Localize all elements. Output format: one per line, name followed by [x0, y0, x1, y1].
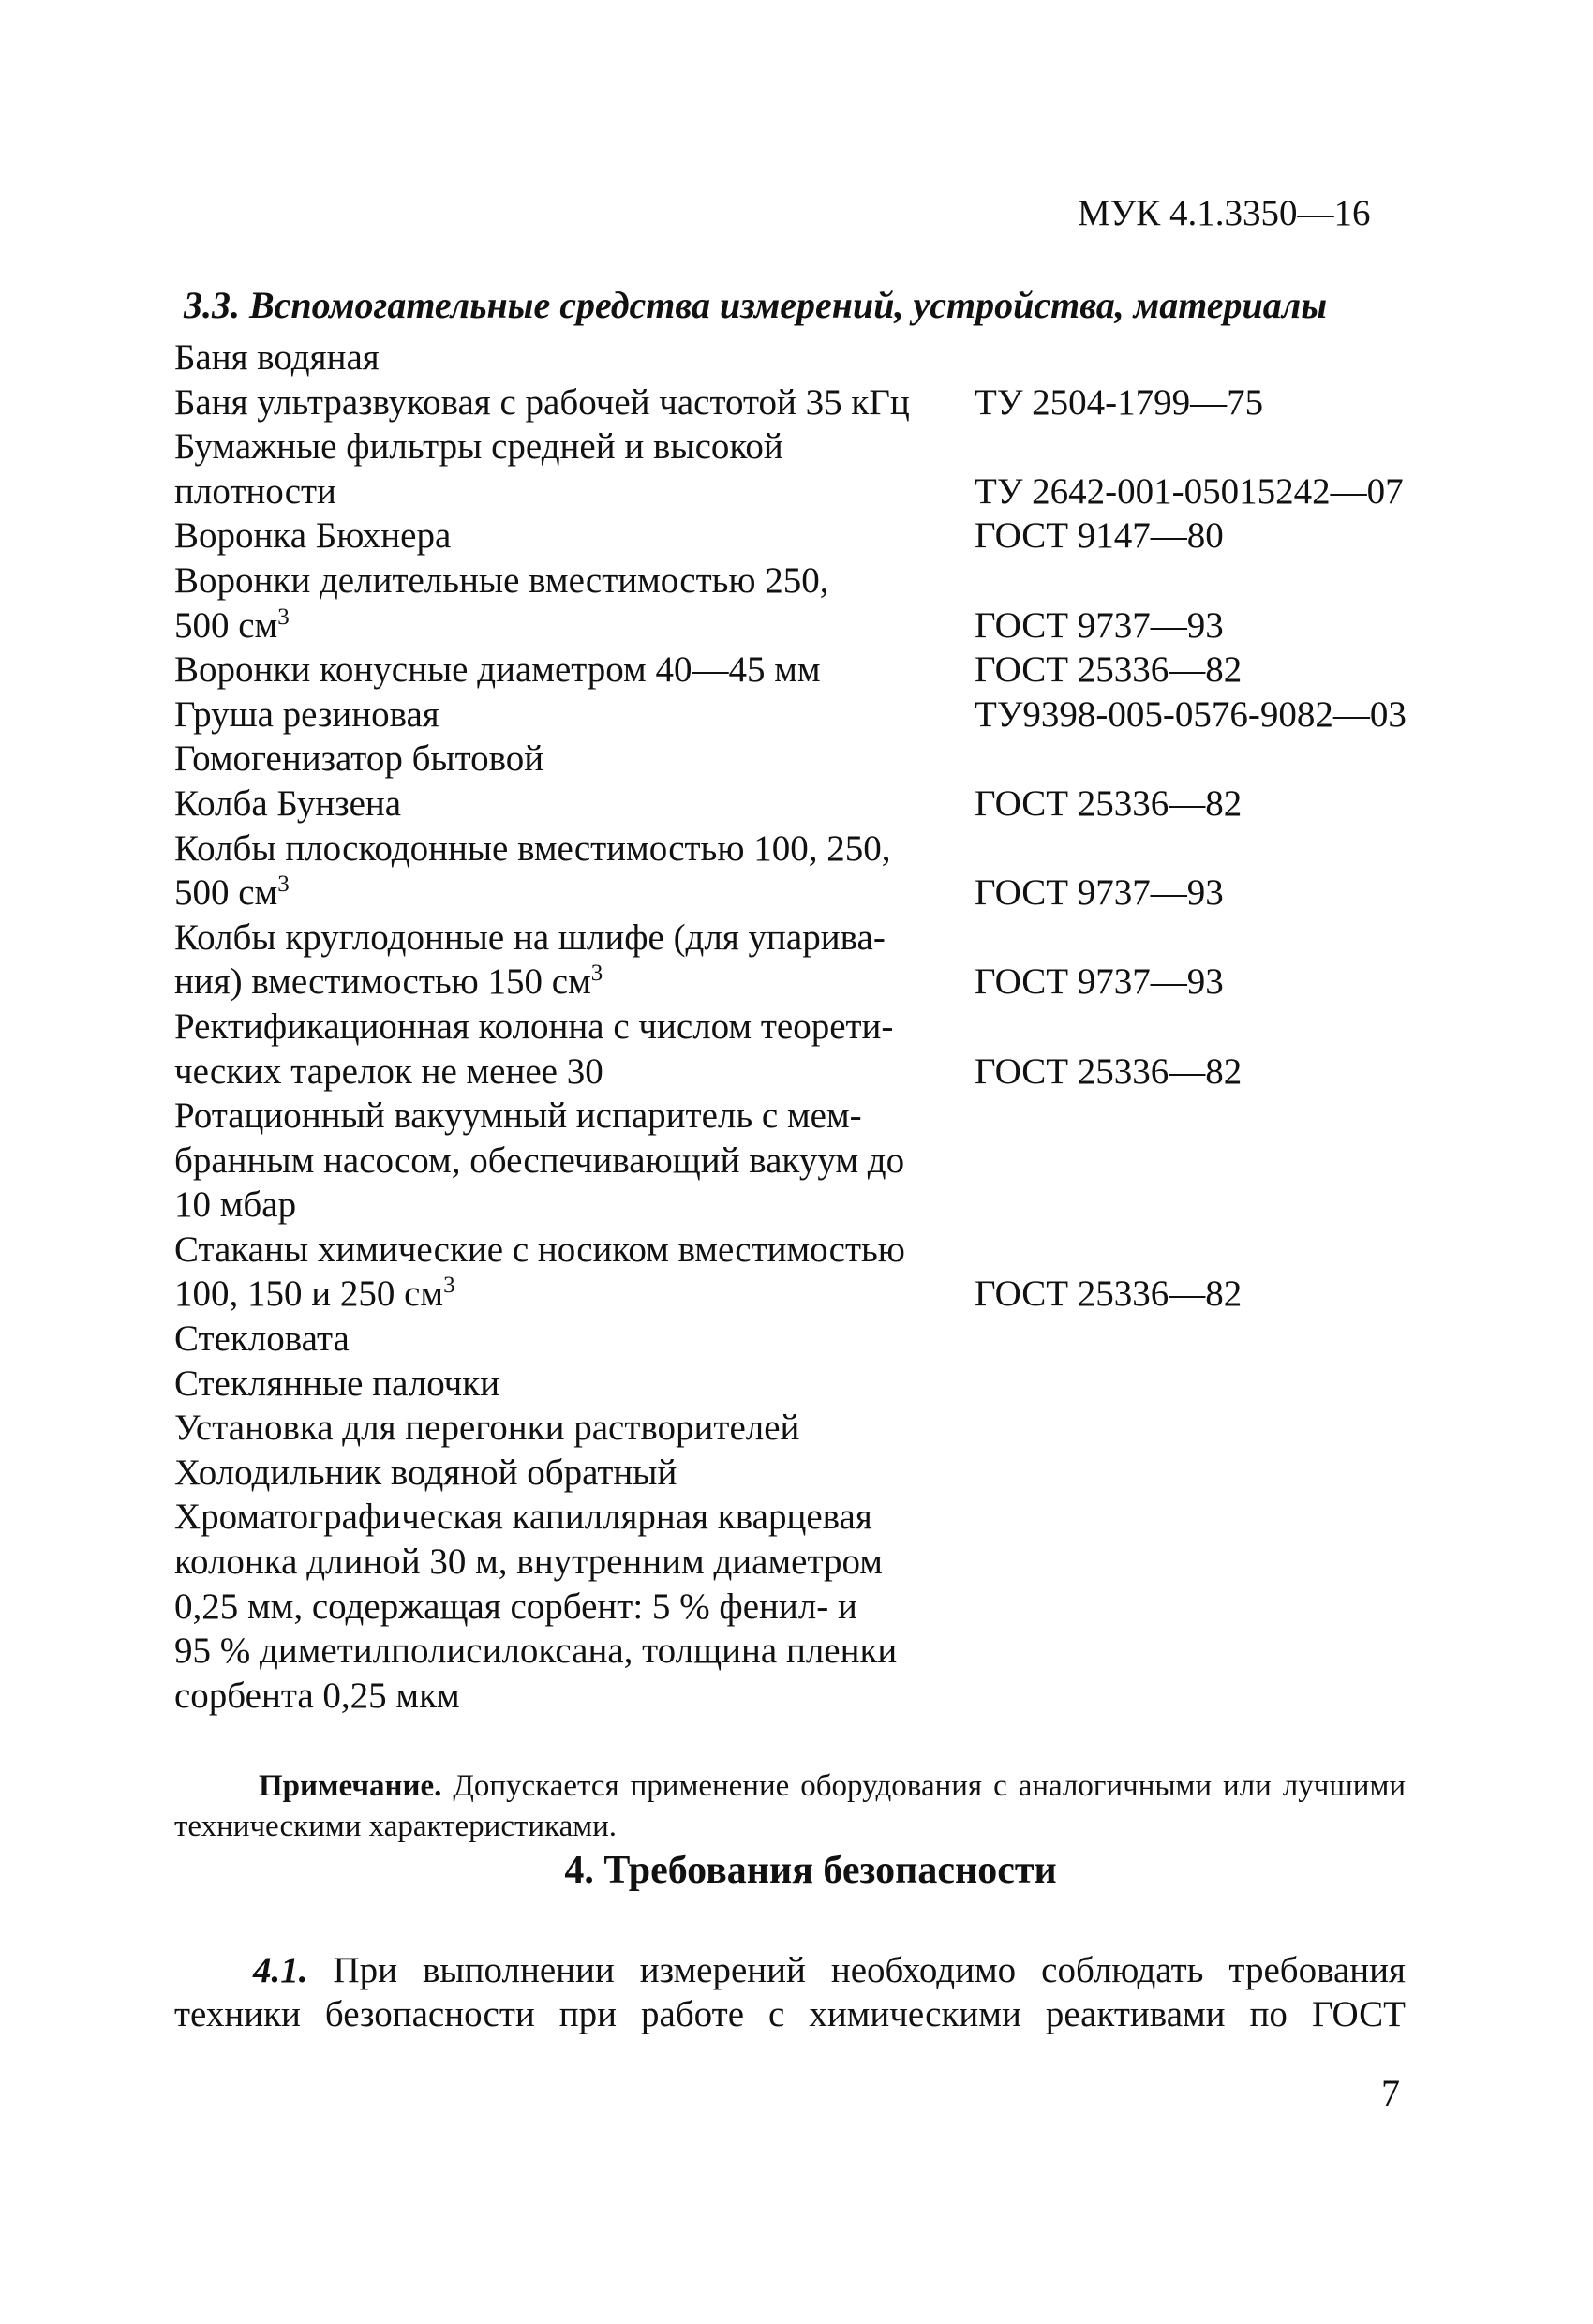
equipment-name-text: Колбы плоскодонные вместимостью 100, 250,: [174, 827, 891, 869]
equipment-name-line: [174, 335, 961, 380]
equipment-name-line: [174, 1317, 961, 1362]
document-code-header: МУК 4.1.3350—16: [1078, 193, 1371, 233]
equipment-name-text: Воронка Бюхнера: [174, 515, 452, 557]
equipment-standard: ГОСТ 25336—82: [975, 649, 1243, 691]
superscript: 3: [590, 961, 603, 987]
equipment-name-text: Гомогенизатор бытовой: [174, 738, 544, 780]
paragraph-4-1: [174, 1948, 1406, 2036]
equipment-name-line: [174, 1362, 961, 1407]
equipment-name-text: 0,25 мм, содержащая сорбент: 5 % фенил- и: [174, 1586, 857, 1627]
section-heading: 3.3. Вспомогательные средства измерений, устройства, материалы: [184, 284, 1328, 326]
equipment-name-line: [174, 425, 961, 469]
equipment-name-line: [174, 737, 961, 782]
chapter-heading: [0, 1848, 1593, 1893]
paragraph-text: При выполнении измерений необходимо соблюдать требования техники безопасности при работе с химическими реактивами по ГОСТ: [174, 1950, 1406, 2034]
equipment-name-line: [174, 871, 961, 916]
equipment-item: [174, 1317, 1467, 1362]
equipment-name-line: [174, 1050, 961, 1095]
equipment-item: [174, 1406, 1467, 1451]
equipment-name-text: Колба Бунзена: [174, 782, 402, 824]
equipment-standard: ГОСТ 9737—93: [975, 872, 1224, 914]
equipment-item: [174, 782, 1467, 827]
equipment-name-text: Стеклянные палочки: [174, 1363, 500, 1404]
equipment-item: [174, 380, 1467, 425]
equipment-name-text: 10 мбар: [174, 1184, 297, 1226]
equipment-name-line: [174, 648, 961, 693]
equipment-name-text: Холодильник водяной обратный: [174, 1452, 677, 1493]
superscript: 3: [277, 872, 290, 898]
equipment-list: [174, 335, 1467, 1718]
equipment-standard: ГОСТ 25336—82: [975, 782, 1243, 824]
equipment-name-text: ния) вместимостью 150 см: [174, 961, 591, 1003]
note: [174, 1766, 1406, 1847]
equipment-name-line: [174, 1272, 961, 1317]
equipment-standard: ГОСТ 25336—82: [975, 1274, 1243, 1315]
equipment-name-line: [174, 1139, 961, 1184]
equipment-name-line: [174, 960, 961, 1005]
equipment-name-line: [174, 693, 961, 737]
equipment-item: [174, 1094, 1467, 1228]
equipment-name-line: [174, 916, 961, 961]
equipment-name-text: Бумажные фильтры средней и высокой: [174, 426, 783, 468]
equipment-name-line: [174, 782, 961, 827]
note-text: Допускается применение оборудования с аналогичными или лучшими техническими характеристиками.: [174, 1769, 1406, 1843]
equipment-item: [174, 514, 1467, 559]
equipment-name-text: Воронки конусные диаметром 40—45 мм: [174, 649, 821, 691]
equipment-name-text: Хроматографическая капиллярная кварцевая: [174, 1497, 872, 1538]
equipment-name-line: [174, 380, 961, 425]
equipment-name-line: [174, 1005, 961, 1050]
equipment-name-line: [174, 1406, 961, 1451]
equipment-item: [174, 1005, 1467, 1094]
equipment-item: [174, 559, 1467, 648]
equipment-name-line: [174, 827, 961, 872]
paragraph-number: 4.1.: [253, 1950, 308, 1990]
equipment-standard: ТУ 2642-001-05015242—07: [975, 470, 1404, 512]
equipment-name-line: [174, 514, 961, 559]
superscript: 3: [443, 1273, 455, 1299]
equipment-item: [174, 648, 1467, 693]
equipment-name-text: 500 см: [174, 872, 278, 914]
equipment-item: [174, 335, 1467, 380]
equipment-name-line: [174, 1674, 961, 1719]
equipment-name-text: Воронки делительные вместимостью 250,: [174, 559, 829, 601]
equipment-item: [174, 916, 1467, 1005]
equipment-name-text: Стаканы химические с носиком вместимостью: [174, 1229, 905, 1270]
chapter-heading-text: 4. Требования безопасности: [564, 1849, 1057, 1892]
equipment-name-line: [174, 1540, 961, 1585]
equipment-standard: ГОСТ 9737—93: [975, 961, 1224, 1003]
equipment-name-text: Ректификационная колонна с числом теорети-: [174, 1006, 894, 1047]
equipment-item: [174, 827, 1467, 916]
equipment-name-text: колонка длиной 30 м, внутренним диаметром: [174, 1542, 883, 1583]
equipment-item: [174, 1451, 1467, 1496]
equipment-name-text: Баня водяная: [174, 337, 380, 378]
equipment-name-line: [174, 1585, 961, 1630]
equipment-item: [174, 693, 1467, 737]
equipment-name-line: [174, 559, 961, 603]
equipment-item: [174, 425, 1467, 514]
equipment-name-line: [174, 1495, 961, 1540]
equipment-name-text: сорбента 0,25 мкм: [174, 1675, 460, 1716]
equipment-name-line: [174, 1629, 961, 1674]
equipment-item: [174, 1228, 1467, 1317]
equipment-standard: ГОСТ 25336—82: [975, 1050, 1243, 1092]
equipment-name-text: Ротационный вакуумный испаритель с мем-: [174, 1095, 862, 1137]
equipment-name-text: 500 см: [174, 604, 278, 646]
equipment-name-text: 95 % диметилполисилоксана, толщина пленки: [174, 1631, 898, 1672]
equipment-name-text: Колбы круглодонные на шлифе (для упарива-: [174, 916, 886, 958]
equipment-item: [174, 1495, 1467, 1718]
equipment-standard: ТУ 2504-1799—75: [975, 381, 1264, 423]
equipment-standard: ГОСТ 9147—80: [975, 515, 1224, 557]
equipment-item: [174, 1362, 1467, 1407]
equipment-name-line: [174, 1094, 961, 1139]
superscript: 3: [277, 603, 290, 630]
equipment-name-text: ческих тарелок не менее 30: [174, 1050, 603, 1092]
equipment-standard: ГОСТ 9737—93: [975, 604, 1224, 646]
equipment-name-text: Установка для перегонки растворителей: [174, 1408, 800, 1449]
equipment-name-line: [174, 1228, 961, 1273]
equipment-name-text: бранным насосом, обеспечивающий вакуум до: [174, 1140, 905, 1181]
equipment-name-text: Баня ультразвуковая с рабочей частотой 35 кГц: [174, 381, 910, 423]
page-number: 7: [1381, 2072, 1400, 2114]
equipment-name-text: 100, 150 и 250 см: [174, 1274, 444, 1315]
equipment-name-text: Груша резиновая: [174, 693, 439, 735]
equipment-name-text: плотности: [174, 470, 336, 512]
equipment-item: [174, 737, 1467, 782]
equipment-name-line: [174, 1183, 961, 1228]
equipment-standard: ТУ9398-005-0576-9082—03: [975, 693, 1407, 735]
equipment-name-line: [174, 1451, 961, 1496]
equipment-name-line: [174, 603, 961, 648]
note-label: Примечание.: [259, 1769, 442, 1803]
equipment-name-line: [174, 469, 961, 514]
equipment-name-text: Стекловата: [174, 1318, 350, 1360]
